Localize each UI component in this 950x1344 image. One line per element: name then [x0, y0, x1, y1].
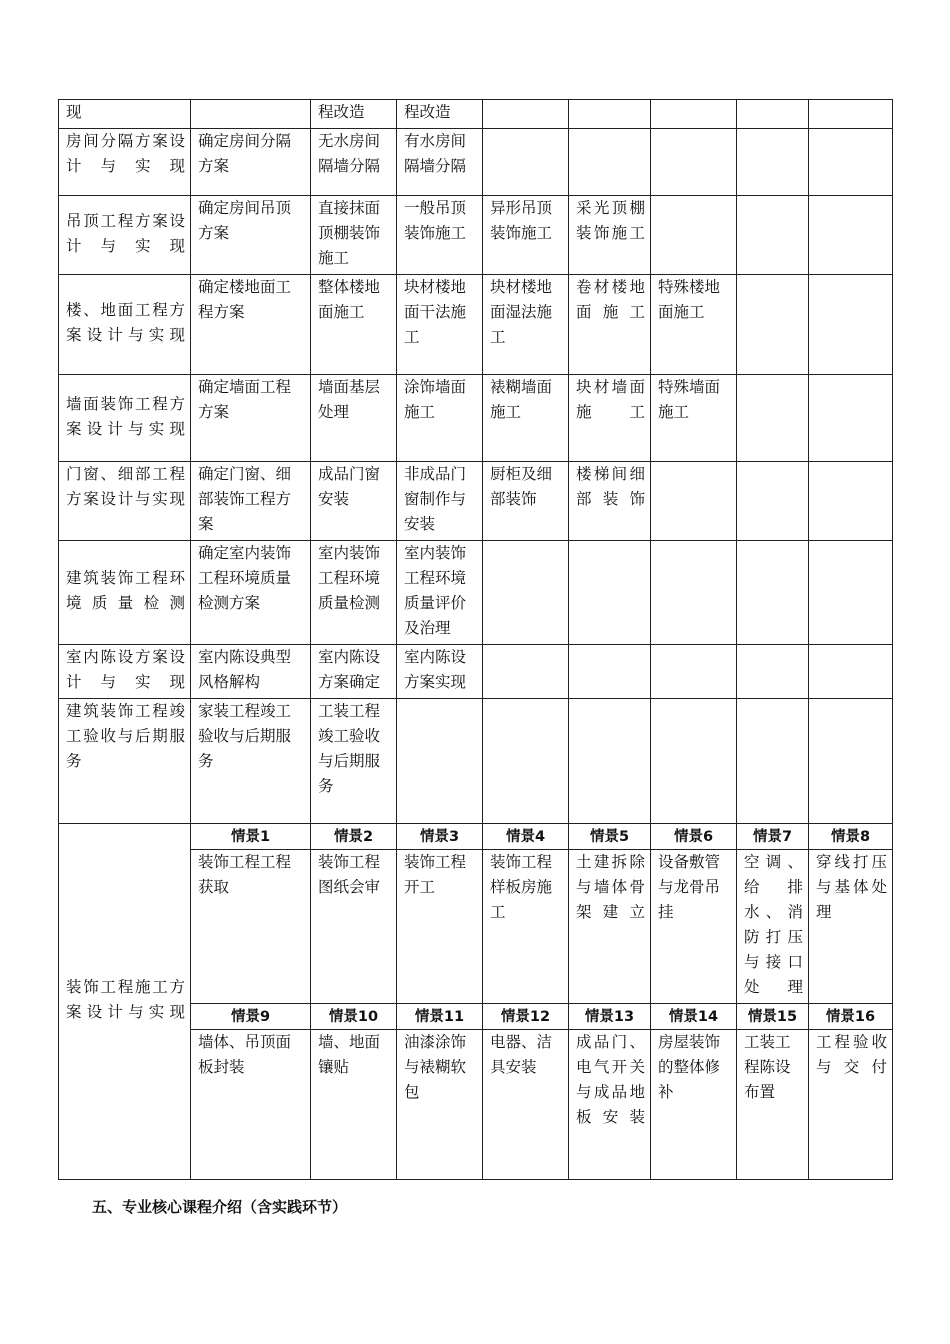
task-cell: 整体楼地面施工: [311, 275, 397, 375]
scenario-header: 情景14: [651, 1004, 737, 1030]
scenario-cell: 设备敷管与龙骨吊挂: [651, 850, 737, 1004]
task-cell: [569, 129, 651, 196]
scenario-header: 情景13: [569, 1004, 651, 1030]
scenario-cell: 装饰工程样板房施工: [483, 850, 569, 1004]
task-cell: [483, 541, 569, 645]
section-heading: 五、专业核心课程介绍（含实践环节）: [92, 1198, 348, 1216]
task-cell: 特殊楼地面施工: [651, 275, 737, 375]
task-cell: 采光顶棚装饰施工: [569, 196, 651, 275]
task-cell: [651, 129, 737, 196]
task-cell: 室内陈设方案确定: [311, 645, 397, 699]
scenario-cell: 装饰工程开工: [397, 850, 483, 1004]
task-cell: 室内装饰工程环境质量检测: [311, 541, 397, 645]
scenario-cell: 油漆涂饰与裱糊软包: [397, 1030, 483, 1180]
task-cell: [737, 129, 809, 196]
task-cell: [737, 275, 809, 375]
scenario-header: 情景11: [397, 1004, 483, 1030]
task-cell: [651, 699, 737, 824]
task-cell: [809, 699, 893, 824]
scenario-header: 情景10: [311, 1004, 397, 1030]
task-cell: 程改造: [397, 100, 483, 129]
table-row: [59, 699, 893, 824]
scenario-header: 情景15: [737, 1004, 809, 1030]
task-cell: 室内陈设典型风格解构: [191, 645, 311, 699]
task-cell: [651, 100, 737, 129]
task-cell: 无水房间隔墙分隔: [311, 129, 397, 196]
table-row: [59, 275, 893, 375]
task-cell: 特殊墙面施工: [651, 375, 737, 462]
table-row: [59, 645, 893, 699]
scenario-header: 情景3: [397, 824, 483, 850]
scenario-cell: 成品门、电气开关与成品地板安装: [569, 1030, 651, 1180]
scenario-cell: 空调、给排水、消防打压与接口处理: [737, 850, 809, 1004]
task-cell: 块材楼地面湿法施工: [483, 275, 569, 375]
scenario-header: 情景7: [737, 824, 809, 850]
module-name: 房间分隔方案设计与实现: [59, 129, 191, 196]
module-name: 门窗、细部工程方案设计与实现: [59, 462, 191, 541]
module-name: 建筑装饰工程环境质量检测: [59, 541, 191, 645]
task-cell: [651, 541, 737, 645]
table-row: [59, 196, 893, 275]
task-cell: [809, 462, 893, 541]
task-cell: 室内陈设方案实现: [397, 645, 483, 699]
task-cell: [809, 129, 893, 196]
task-cell: [483, 129, 569, 196]
table-row: [59, 541, 893, 645]
scenario-cell: 房屋装饰的整体修补: [651, 1030, 737, 1180]
scenario-cell: 装饰工程工程获取: [191, 850, 311, 1004]
task-cell: [737, 541, 809, 645]
task-cell: 异形吊顶装饰施工: [483, 196, 569, 275]
scenario-header: 情景12: [483, 1004, 569, 1030]
task-cell: 块材墙面施工: [569, 375, 651, 462]
scenario-header: 情景6: [651, 824, 737, 850]
table-row: [59, 129, 893, 196]
scenario-cell: 工装工程陈设布置: [737, 1030, 809, 1180]
scenario-header-row: [59, 824, 893, 850]
module-name: 装饰工程施工方案设计与实现: [59, 824, 191, 1180]
task-cell: [737, 196, 809, 275]
task-cell: 确定室内装饰工程环境质量检测方案: [191, 541, 311, 645]
task-cell: [569, 541, 651, 645]
task-cell: [809, 375, 893, 462]
scenario-cell: 电器、洁具安装: [483, 1030, 569, 1180]
task-cell: 确定楼地面工程方案: [191, 275, 311, 375]
scenario-cell: 墙体、吊顶面板封装: [191, 1030, 311, 1180]
task-cell: 有水房间隔墙分隔: [397, 129, 483, 196]
module-name: 吊顶工程方案设计与实现: [59, 196, 191, 275]
task-cell: 程改造: [311, 100, 397, 129]
task-cell: 涂饰墙面施工: [397, 375, 483, 462]
module-name: 墙面装饰工程方案设计与实现: [59, 375, 191, 462]
scenario-header: 情景4: [483, 824, 569, 850]
task-cell: [809, 645, 893, 699]
task-cell: [651, 462, 737, 541]
task-cell: 确定门窗、细部装饰工程方案: [191, 462, 311, 541]
task-cell: [737, 100, 809, 129]
task-cell: 块材楼地面干法施工: [397, 275, 483, 375]
scenario-cell: 工程验收与交付: [809, 1030, 893, 1180]
task-cell: 厨柜及细部装饰: [483, 462, 569, 541]
task-cell: 楼梯间细部装饰: [569, 462, 651, 541]
scenario-cell: 墙、地面镶贴: [311, 1030, 397, 1180]
task-cell: 一般吊顶装饰施工: [397, 196, 483, 275]
task-cell: 裱糊墙面施工: [483, 375, 569, 462]
task-cell: [651, 645, 737, 699]
scenario-cell: 土建拆除与墙体骨架建立: [569, 850, 651, 1004]
task-cell: [737, 375, 809, 462]
task-cell: 家装工程竣工验收与后期服务: [191, 699, 311, 824]
scenario-header: 情景9: [191, 1004, 311, 1030]
module-name: 建筑装饰工程竣工验收与后期服务: [59, 699, 191, 824]
task-cell: [737, 699, 809, 824]
scenario-cell: 装饰工程图纸会审: [311, 850, 397, 1004]
task-cell: 直接抹面顶棚装饰施工: [311, 196, 397, 275]
task-cell: [809, 541, 893, 645]
scenario-header: 情景1: [191, 824, 311, 850]
table-row: [59, 100, 893, 129]
task-cell: [809, 275, 893, 375]
task-cell: [191, 100, 311, 129]
module-name: 室内陈设方案设计与实现: [59, 645, 191, 699]
scenario-header: 情景16: [809, 1004, 893, 1030]
task-cell: 确定房间吊顶方案: [191, 196, 311, 275]
table-row: [59, 462, 893, 541]
scenario-header: 情景8: [809, 824, 893, 850]
task-cell: 确定房间分隔方案: [191, 129, 311, 196]
task-cell: [569, 100, 651, 129]
module-name: 楼、地面工程方案设计与实现: [59, 275, 191, 375]
task-cell: [737, 645, 809, 699]
task-cell: [483, 645, 569, 699]
task-cell: [737, 462, 809, 541]
task-cell: [483, 100, 569, 129]
task-cell: [569, 699, 651, 824]
task-cell: 成品门窗安装: [311, 462, 397, 541]
task-cell: 室内装饰工程环境质量评价及治理: [397, 541, 483, 645]
task-cell: 确定墙面工程方案: [191, 375, 311, 462]
scenario-header: 情景2: [311, 824, 397, 850]
scenario-header: 情景5: [569, 824, 651, 850]
module-name: 现: [59, 100, 191, 129]
task-cell: [397, 699, 483, 824]
task-cell: [569, 645, 651, 699]
task-cell: 工装工程竣工验收与后期服务: [311, 699, 397, 824]
task-cell: [651, 196, 737, 275]
task-cell: [809, 100, 893, 129]
course-scenario-table: [58, 99, 893, 1180]
scenario-cell: 穿线打压与基体处理: [809, 850, 893, 1004]
task-cell: 墙面基层处理: [311, 375, 397, 462]
task-cell: 卷材楼地面施工: [569, 275, 651, 375]
task-cell: [809, 196, 893, 275]
task-cell: [483, 699, 569, 824]
table-row: [59, 375, 893, 462]
task-cell: 非成品门窗制作与安装: [397, 462, 483, 541]
